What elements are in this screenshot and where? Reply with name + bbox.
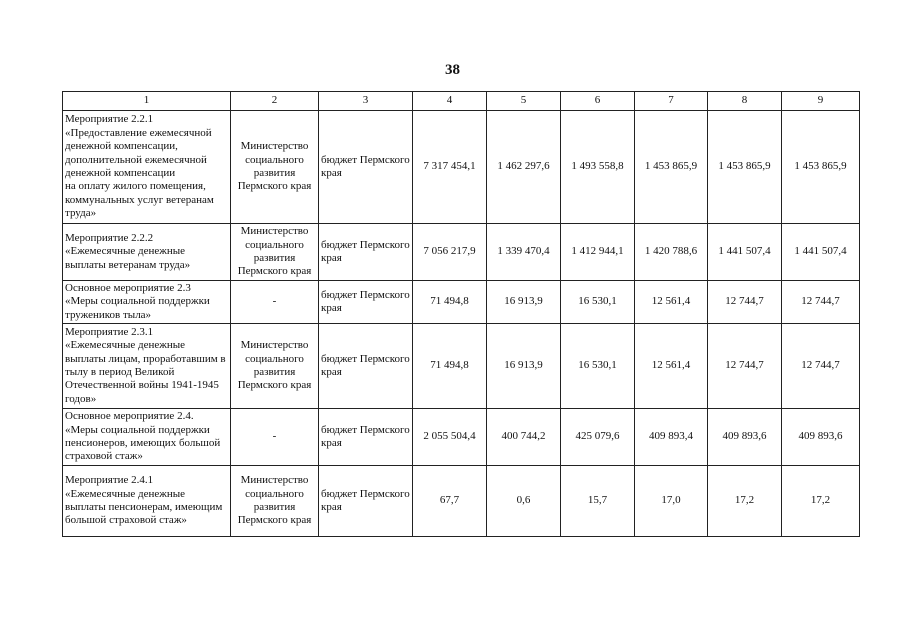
amount-cell: 16 913,9 <box>487 324 561 409</box>
amount-cell: 71 494,8 <box>413 324 487 409</box>
amount-cell: 409 893,6 <box>708 409 782 466</box>
header-cell: 1 <box>63 92 231 111</box>
responsible-executor: Министерство социального развития Пермского края <box>231 111 319 224</box>
amount-cell: 2 055 504,4 <box>413 409 487 466</box>
activity-name: Основное мероприятие 2.3 «Меры социальной поддержки тружеников тыла» <box>65 281 210 321</box>
activity-name: Мероприятие 2.2.1 «Предоставление ежемесячной денежной компенсации, дополнительной ежемесячной денежной компенсации на оплату жилого помещения, коммунальных услуг ветеранам труда» <box>65 113 214 220</box>
funding-source: бюджет Пермского края <box>319 224 413 281</box>
amount-cell: 1 339 470,4 <box>487 224 561 281</box>
table-row <box>63 466 860 537</box>
amount-cell: 12 561,4 <box>635 324 708 409</box>
amount-cell: 1 453 865,9 <box>635 111 708 224</box>
header-cell: 9 <box>782 92 860 111</box>
amount-cell: 1 441 507,4 <box>708 224 782 281</box>
activity-name-cell <box>63 409 231 466</box>
amount-cell: 16 530,1 <box>561 324 635 409</box>
amount-cell: 17,2 <box>708 466 782 537</box>
page-number: 38 <box>445 62 460 78</box>
amount-cell: 425 079,6 <box>561 409 635 466</box>
table-row <box>63 224 860 281</box>
table-row <box>63 281 860 324</box>
funding-source: бюджет Пермского края <box>319 409 413 466</box>
activity-name: Мероприятие 2.4.1 «Ежемесячные денежные выплаты пенсионерам, имеющим большой страховой стаж» <box>65 474 223 527</box>
amount-cell: 12 561,4 <box>635 281 708 324</box>
header-cell: 4 <box>413 92 487 111</box>
responsible-executor: Министерство социального развития Пермского края <box>231 466 319 537</box>
amount-cell: 1 441 507,4 <box>782 224 860 281</box>
responsible-executor: Министерство социального развития Пермского края <box>231 224 319 281</box>
activity-name: Мероприятие 2.3.1 «Ежемесячные денежные выплаты лицам, проработавшим в тылу в период Великой Отечественной войны 1941-1945 годов» <box>65 325 226 405</box>
header-cell: 3 <box>319 92 413 111</box>
header-cell: 8 <box>708 92 782 111</box>
activity-name-cell <box>63 466 231 537</box>
amount-cell: 17,0 <box>635 466 708 537</box>
amount-cell: 1 412 944,1 <box>561 224 635 281</box>
program-budget-table <box>62 91 860 537</box>
table-row <box>63 324 860 409</box>
activity-name-cell <box>63 224 231 281</box>
header-cell: 7 <box>635 92 708 111</box>
table-row <box>63 409 860 466</box>
activity-name-cell <box>63 111 231 224</box>
amount-cell: 12 744,7 <box>782 324 860 409</box>
funding-source: бюджет Пермского края <box>319 466 413 537</box>
activity-name: Основное мероприятие 2.4. «Меры социальной поддержки пенсионеров, имеющих большой страховой стаж» <box>65 410 221 463</box>
amount-cell: 67,7 <box>413 466 487 537</box>
funding-source: бюджет Пермского края <box>319 324 413 409</box>
header-row <box>63 92 860 111</box>
amount-cell: 400 744,2 <box>487 409 561 466</box>
responsible-executor: - <box>231 281 319 324</box>
amount-cell: 71 494,8 <box>413 281 487 324</box>
amount-cell: 1 453 865,9 <box>782 111 860 224</box>
amount-cell: 17,2 <box>782 466 860 537</box>
table-row <box>63 111 860 224</box>
header-cell: 5 <box>487 92 561 111</box>
amount-cell: 7 056 217,9 <box>413 224 487 281</box>
amount-cell: 1 453 865,9 <box>708 111 782 224</box>
header-cell: 2 <box>231 92 319 111</box>
amount-cell: 1 420 788,6 <box>635 224 708 281</box>
funding-source: бюджет Пермского края <box>319 111 413 224</box>
amount-cell: 16 530,1 <box>561 281 635 324</box>
activity-name-cell <box>63 324 231 409</box>
amount-cell: 15,7 <box>561 466 635 537</box>
responsible-executor: - <box>231 409 319 466</box>
amount-cell: 409 893,4 <box>635 409 708 466</box>
funding-source: бюджет Пермского края <box>319 281 413 324</box>
amount-cell: 0,6 <box>487 466 561 537</box>
amount-cell: 7 317 454,1 <box>413 111 487 224</box>
amount-cell: 1 493 558,8 <box>561 111 635 224</box>
amount-cell: 12 744,7 <box>782 281 860 324</box>
amount-cell: 1 462 297,6 <box>487 111 561 224</box>
amount-cell: 12 744,7 <box>708 281 782 324</box>
responsible-executor: Министерство социального развития Пермского края <box>231 324 319 409</box>
header-cell: 6 <box>561 92 635 111</box>
activity-name: Мероприятие 2.2.2 «Ежемесячные денежные выплаты ветеранам труда» <box>65 231 191 271</box>
activity-name-cell <box>63 281 231 324</box>
amount-cell: 409 893,6 <box>782 409 860 466</box>
amount-cell: 16 913,9 <box>487 281 561 324</box>
amount-cell: 12 744,7 <box>708 324 782 409</box>
